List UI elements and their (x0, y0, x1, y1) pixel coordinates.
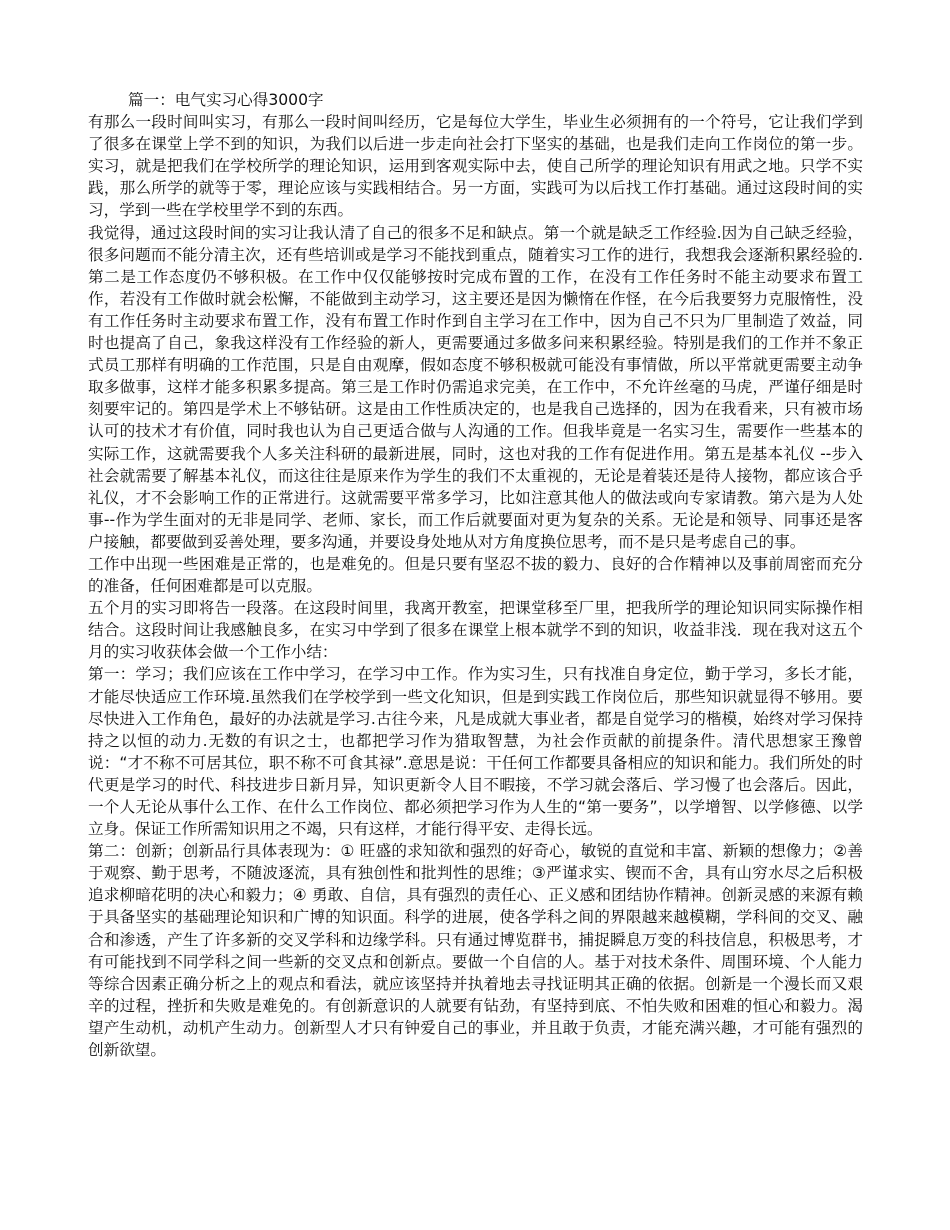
paragraph-point-innovation: 第二：创新；创新品行具体表现为：① 旺盛的求知欲和强烈的好奇心，敏锐的直觉和丰富、新颖的想像力；②善于观察、勤于思考，不随波逐流，具有独创性和批判性的思维；③严谨求实、锲而不舍，具有山穷水尽之后积极追求柳暗花明的决心和毅力；④ 勇敢、自信，具有强烈的责任心、正义感和团结协作精神。创新灵感的来源有赖于具备坚实的基础理论知识和广博的知识面。科学的进展，使各学科之间的界限越来越模糊，学科间的交叉、融合和渗透，产生了许多新的交叉学科和边缘学科。只有通过博览群书，捕捉瞬息万变的科技信息，积极思考，才有可能找到不同学科之间一些新的交叉点和创新点。要做一个自信的人。基于对技术条件、周围环境、个人能力等综合因素正确分析之上的观点和看法，就应该坚持并执着地去寻找证明其正确的依据。创新是一个漫长而又艰辛的过程，挫折和失败是难免的。有创新意识的人就要有钻劲，有坚持到底、不怕失败和困难的恒心和毅力。渴望产生动机，动机产生动力。创新型人才只有钟爱自己的事业，并且敢于负责，才能充满兴趣，才可能有强烈的创新欲望。 (88, 842, 863, 1060)
document-title: 篇一：电气实习心得3000字 (128, 91, 324, 109)
paragraph-intro: 有那么一段时间叫实习，有那么一段时间叫经历，它是每位大学生，毕业生必须拥有的一个符号，它让我们学到了很多在课堂上学不到的知识，为我们以后进一步走向社会打下坚实的基础，也是我们走向工作岗位的第一步。实习，就是把我们在学校所学的理论知识，运用到客观实际中去，使自己所学的理论知识有用武之地。只学不实践，那么所学的就等于零，理论应该与实践相结合。另一方面，实践可为以后找工作打基础。通过这段时间的实习，学到一些在学校里学不到的东西。 (88, 113, 863, 220)
document-page (88, 89, 863, 1061)
paragraph-shortcomings: 我觉得，通过这段时间的实习让我认清了自己的很多不足和缺点。第一个就是缺乏工作经验.因为自己缺乏经验，很多问题而不能分清主次，还有些培训或是学习不能找到重点，随着实习工作的进行，我想我会逐渐积累经验的.第二是工作态度仍不够积极。在工作中仅仅能够按时完成布置的工作，在没有工作任务时不能主动要求布置工作，若没有工作做时就会松懈，不能做到主动学习，这主要还是因为懒惰在作怪，在今后我要努力克服惰性，没有工作任务时主动要求布置工作，没有布置工作时作到自主学习在工作中，因为自己不只为厂里制造了效益，同时也提高了自己，象我这样没有工作经验的新人，更需要通过多做多问来积累经验。特别是我们的工作并不象正式员工那样有明确的工作范围，只是自由观摩，假如态度不够积极就可能没有事情做，所以平常就更需要主动争取多做事，这样才能多积累多提高。第三是工作时仍需追求完美，在工作中，不允许丝毫的马虎，严谨仔细是时刻要牢记的。第四是学术上不够钻研。这是由工作性质决定的，也是我自己选择的，因为在我看来，只有被市场认可的技术才有价值，同时我也认为自己更适合做与人沟通的工作。但我毕竟是一名实习生，需要作一些基本的实际工作，这就需要我个人多关注科研的最新进展，同时，这也对我的工作有促进作用。第五是基本礼仪 --步入社会就需要了解基本礼仪，而这往往是原来作为学生的我们不太重视的，无论是着装还是待人接物，都应该合乎礼仪，才不会影响工作的正常进行。这就需要平常多学习，比如注意其他人的做法或向专家请教。第六是为人处事--作为学生面对的无非是同学、老师、家长，而工作后就要面对更为复杂的关系。无论是和领导、同事还是客户接触，都要做到妥善处理，要多沟通，并要设身处地从对方角度换位思考，而不是只是考虑自己的事。 (88, 223, 863, 551)
paragraph-point-learning: 第一：学习；我们应该在工作中学习，在学习中工作。作为实习生，只有找准自身定位，勤于学习，多长才能，才能尽快适应工作环境.虽然我们在学校学到一些文化知识，但是到实践工作岗位后，那些知识就显得不够用。要尽快进入工作角色，最好的办法就是学习.古往今来，凡是成就大事业者，都是自觉学习的楷模，始终对学习保持持之以恒的动力.无数的有识之士，也都把学习作为猎取智慧，为社会作贡献的前提条件。清代思想家王豫曾说：“才不称不可居其位，职不称不可食其禄”.意思是说：干任何工作都要具备相应的知识和能力。我们所处的时代更是学习的时代、科技进步日新月异，知识更新令人目不暇接，不学习就会落后、学习慢了也会落后。因此，一个人无论从事什么工作、在什么工作岗位、都必须把学习作为人生的“第一要务”，以学增智、以学修德、以学立身。保证工作所需知识用之不竭，只有这样，才能行得平安、走得长远。 (88, 665, 863, 839)
paragraph-difficulties: 工作中出现一些困难是正常的，也是难免的。但是只要有坚忍不拔的毅力、良好的合作精神以及事前周密而充分的准备，任何困难都是可以克服。 (88, 554, 863, 596)
paragraph-summary-intro: 五个月的实习即将告一段落。在这段时间里，我离开教室，把课堂移至厂里，把我所学的理论知识同实际操作相结合。这段时间让我感触良多，在实习中学到了很多在课堂上根本就学不到的知识，收益非浅．现在我对这五个月的实习收获体会做一个工作小结： (88, 599, 863, 662)
